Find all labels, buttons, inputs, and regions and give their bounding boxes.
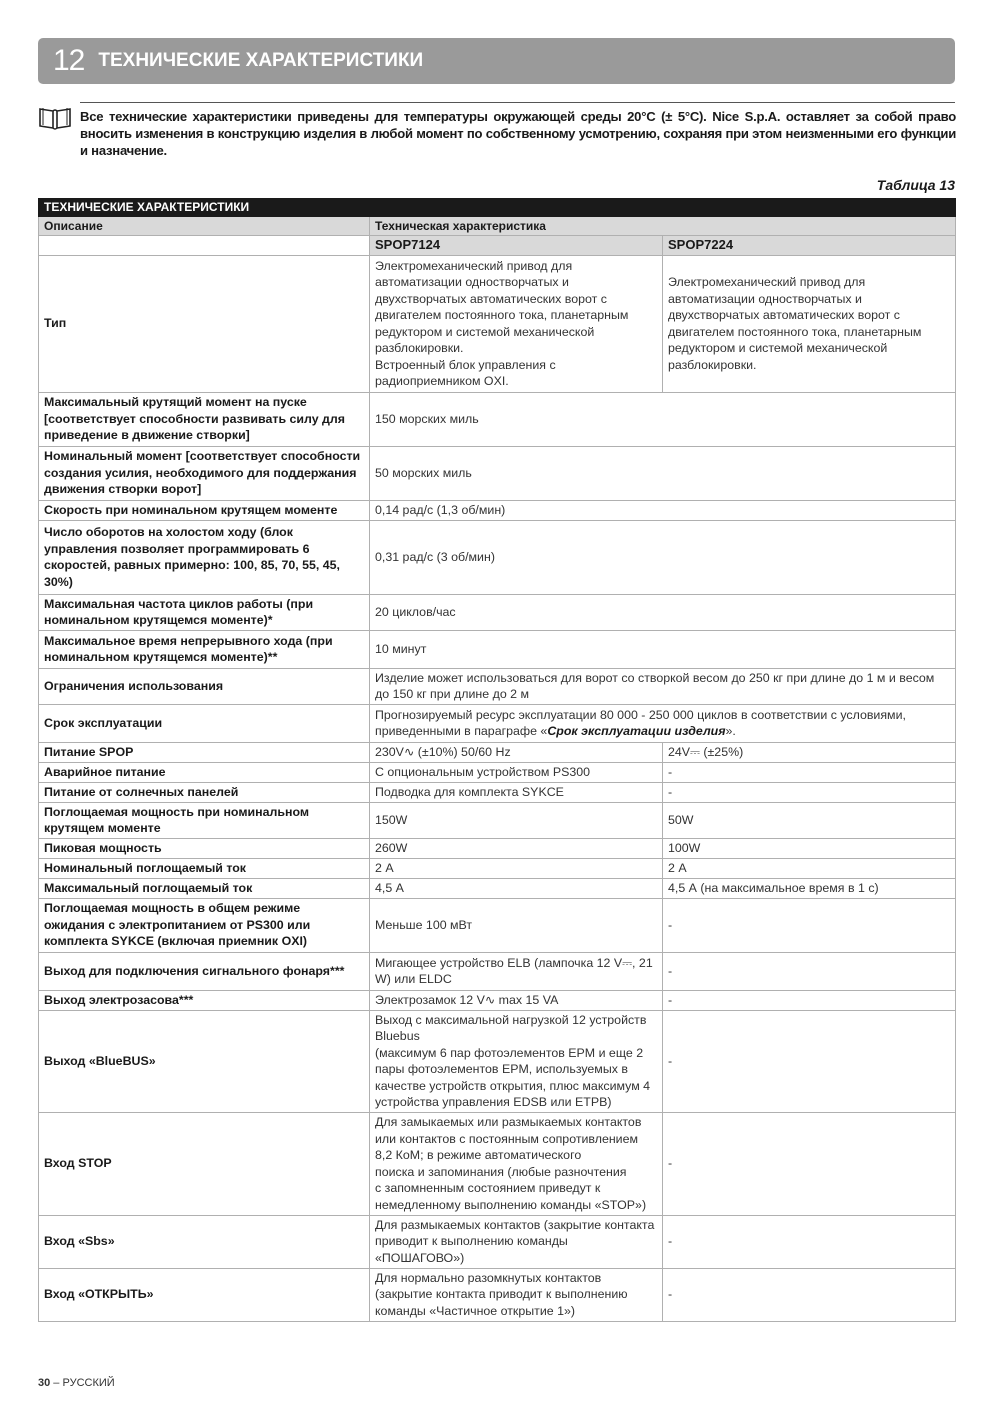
row-value-spop7124: Выход с максимальной нагрузкой 12 устройств Bluebus (максимум 6 пар фотоэлементов EPM и еще 2 пары фотоэлементов EPM, используемых в качестве устройств открытия, плюс максимум 4 устройства управления EDSB или ETPB) (370, 1010, 663, 1112)
row-label: Питание от солнечных панелей (39, 782, 370, 802)
table-row (39, 858, 956, 878)
table-row (39, 990, 956, 1010)
divider (80, 102, 955, 103)
row-value: 0,14 рад/с (1,3 об/мин) (370, 500, 956, 520)
footer-separator: – (50, 1377, 63, 1389)
row-label: Поглощаемая мощность в общем режиме ожидания с электропитанием от PS300 или комплекта SYKCE (включая приемник OXI) (39, 898, 370, 952)
table-header-row (39, 216, 956, 236)
row-label: Число оборотов на холостом ходу (блок управления позволяет программировать 6 скоростей, равных примерно: 100, 85, 70, 55, 45, 30%) (39, 520, 370, 594)
book-icon (38, 106, 72, 130)
row-label: Пиковая мощность (39, 838, 370, 858)
row-label: Номинальный момент [соответствует способности создания усилия, необходимого для поддержания движения створки ворот] (39, 446, 370, 500)
row-label: Скорость при номинальном крутящем моменте (39, 500, 370, 520)
row-value-spop7224: - (663, 762, 956, 782)
row-value-spop7124: Подводка для комплекта SYKCE (370, 782, 663, 802)
table-row (39, 742, 956, 762)
row-label: Номинальный поглощаемый ток (39, 858, 370, 878)
table-row (39, 782, 956, 802)
col-description-header: Описание (39, 216, 370, 236)
row-value-spop7124: Для нормально разомкнутых контактов (закрытие контакта приводит к выполнению команды «Частичное открытие 1») (370, 1268, 663, 1321)
table-row (39, 762, 956, 782)
row-value-spop7224: - (663, 1010, 956, 1112)
row-label: Ограничения использования (39, 668, 370, 704)
row-value-spop7124: 150W (370, 802, 663, 838)
row-value-spop7224: 24V⎓ (±25%) (663, 742, 956, 762)
row-value-spop7224: 2 А (663, 858, 956, 878)
row-label: Поглощаемая мощность при номинальном крутящем моменте (39, 802, 370, 838)
row-value-spop7124: Для замыкаемых или размыкаемых контактов или контактов с постоянным сопротивлением 8,2 КоМ; в режиме автоматического поиска и запоминания (любые разночтения с запомненным состоянием приведут к немедленному выполнению команды «STOP») (370, 1112, 663, 1215)
table-row (39, 446, 956, 500)
row-value (370, 704, 956, 742)
row-label: Выход электрозасова*** (39, 990, 370, 1010)
table-row (39, 878, 956, 898)
row-value-spop7124: 260W (370, 838, 663, 858)
row-value-spop7124: С опциональным устройством PS300 (370, 762, 663, 782)
row-label: Срок эксплуатации (39, 704, 370, 742)
model-row-blank (39, 236, 370, 256)
table-row (39, 1268, 956, 1321)
specs-table (38, 198, 956, 1322)
table-row (39, 668, 956, 704)
page-number: 30 (38, 1377, 51, 1389)
row-label: Максимальный крутящий момент на пуске [соответствует способности развивать силу для приведение в движение створки] (39, 392, 370, 446)
row-value-spop7124: 4,5 А (370, 878, 663, 898)
row-value-spop7224: 100W (663, 838, 956, 858)
model-row (39, 236, 956, 256)
row-label: Максимальное время непрерывного хода (при номинальном крутящемся моменте)** (39, 630, 370, 668)
row-value-spop7224: - (663, 990, 956, 1010)
row-value-emphasis: Срок эксплуатации изделия (547, 724, 726, 738)
row-label: Тип (39, 255, 370, 392)
row-value: 50 морских миль (370, 446, 956, 500)
row-label: Питание SPOP (39, 742, 370, 762)
footer-language: РУССКИЙ (62, 1377, 115, 1389)
table-row (39, 952, 956, 990)
section-number: 12 (53, 44, 85, 77)
row-label: Вход «Sbs» (39, 1215, 370, 1268)
col-spec-header: Техническая характеристика (370, 216, 956, 236)
row-value-text: Прогнозируемый ресурс эксплуатации 80 000 - 250 000 циклов в соответствии с условиями, приведенными в параграфе « (375, 707, 906, 738)
table-row (39, 392, 956, 446)
row-label: Выход для подключения сигнального фонаря*** (39, 952, 370, 990)
row-value-spop7224: 50W (663, 802, 956, 838)
row-label: Вход «ОТКРЫТЬ» (39, 1268, 370, 1321)
table-row (39, 500, 956, 520)
row-label: Максимальная частота циклов работы (при номинальном крутящемся моменте)* (39, 594, 370, 630)
table-row (39, 1010, 956, 1112)
row-value: 0,31 рад/с (3 об/мин) (370, 520, 956, 594)
row-value-spop7224: - (663, 1112, 956, 1215)
table-row (39, 898, 956, 952)
row-value-spop7124: 2 А (370, 858, 663, 878)
row-value: 10 минут (370, 630, 956, 668)
table-caption: Таблица 13 (876, 177, 955, 193)
row-value: Изделие может использоваться для ворот со створкой весом до 250 кг при длине до 1 м и весом до 150 кг при длине до 2 м (370, 668, 956, 704)
table-title: ТЕХНИЧЕСКИЕ ХАРАКТЕРИСТИКИ (39, 199, 956, 217)
model-spop7224: SPOP7224 (663, 236, 956, 256)
row-value-spop7124: Электрозамок 12 V∿ max 15 VA (370, 990, 663, 1010)
row-label: Максимальный поглощаемый ток (39, 878, 370, 898)
section-title: ТЕХНИЧЕСКИЕ ХАРАКТЕРИСТИКИ (98, 50, 424, 71)
row-value-spop7224: - (663, 898, 956, 952)
table-row (39, 520, 956, 594)
table-row (39, 1112, 956, 1215)
row-value-text-end: ». (725, 724, 736, 738)
section-header (38, 38, 955, 84)
row-value-spop7224: 4,5 А (на максимальное время в 1 с) (663, 878, 956, 898)
row-value-spop7124: Меньше 100 мВт (370, 898, 663, 952)
table-row (39, 630, 956, 668)
table-row (39, 704, 956, 742)
row-label: Аварийное питание (39, 762, 370, 782)
intro-note: Все технические характеристики приведены для температуры окружающей среды 20°C (± 5°C). Nice S.p.A. оставляет за собой право вносить изменения в конструкцию изделия в любой момент по собственному усмотрению, сохраняя при этом неизменными его функции и назначение. (80, 109, 956, 158)
table-row (39, 838, 956, 858)
row-value-spop7224: - (663, 782, 956, 802)
row-value-spop7124: Мигающее устройство ELB (лампочка 12 V⎓, 21 W) или ELDC (370, 952, 663, 990)
table-row (39, 1215, 956, 1268)
table-row (39, 594, 956, 630)
row-value-spop7224: - (663, 1268, 956, 1321)
table-row (39, 255, 956, 392)
table-row (39, 802, 956, 838)
row-value-spop7224: Электромеханический привод для автоматизации одностворчатых и двухстворчатых автоматических ворот с двигателем постоянного тока, планетарным редуктором и системой механической разблокировки. (663, 255, 956, 392)
row-value-spop7124: 230V∿ (±10%) 50/60 Hz (370, 742, 663, 762)
row-value-spop7124: Для размыкаемых контактов (закрытие контакта приводит к выполнению команды «ПОШАГОВО») (370, 1215, 663, 1268)
row-value-spop7124: Электромеханический привод для автоматизации одностворчатых и двухстворчатых автоматических ворот с двигателем постоянного тока, планетарным редуктором и системой механической разблокировки. Встроенный блок управления с радиоприемником OXI. (370, 255, 663, 392)
row-value-spop7224: - (663, 1215, 956, 1268)
row-value: 20 циклов/час (370, 594, 956, 630)
row-label: Вход STOP (39, 1112, 370, 1215)
row-label: Выход «BlueBUS» (39, 1010, 370, 1112)
row-value: 150 морских миль (370, 392, 956, 446)
row-value-spop7224: - (663, 952, 956, 990)
model-spop7124: SPOP7124 (370, 236, 663, 256)
page-footer (38, 1377, 115, 1389)
table-title-row (39, 199, 956, 217)
